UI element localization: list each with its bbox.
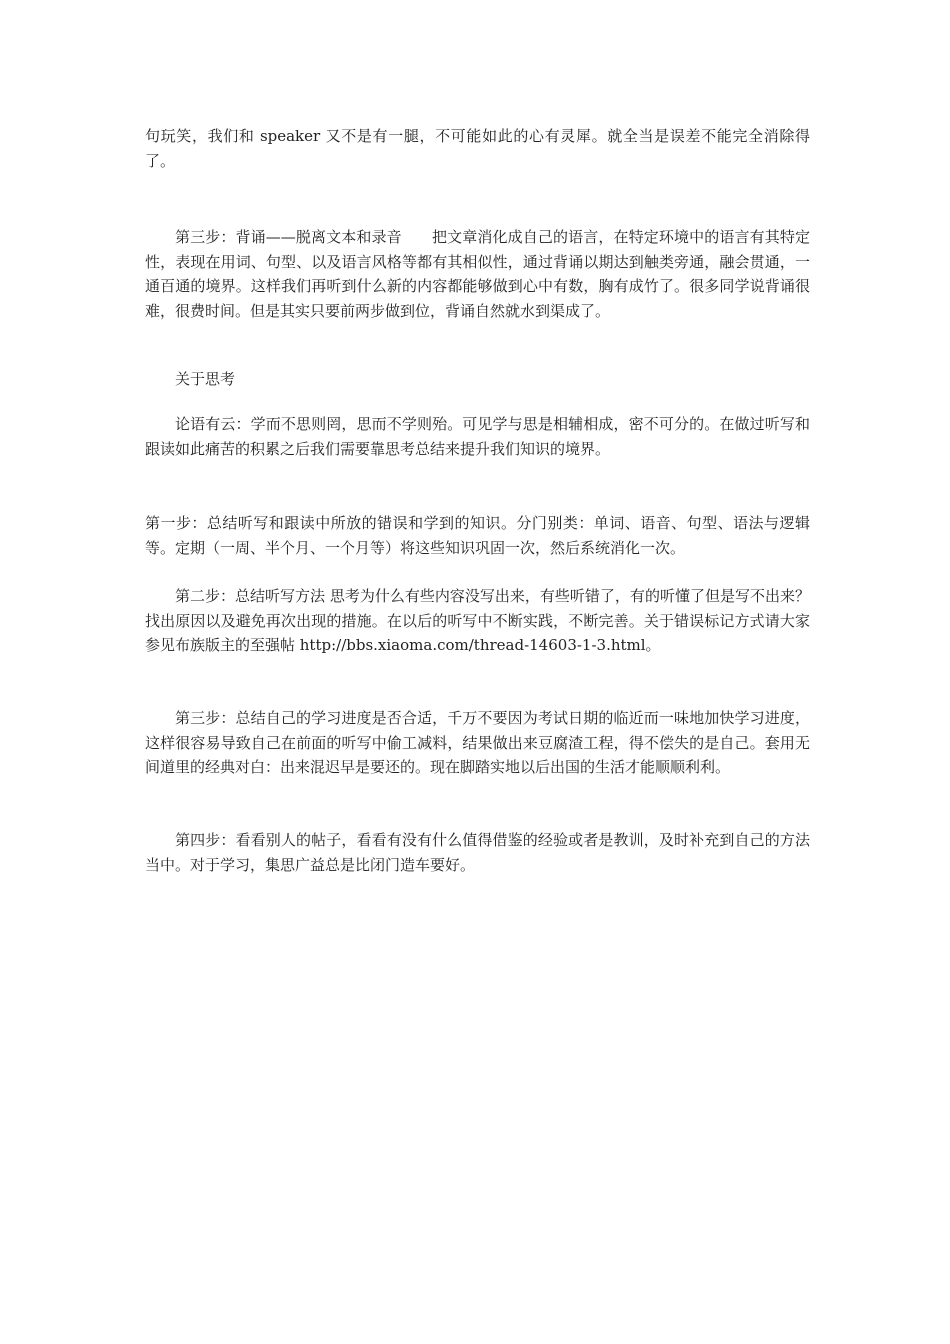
paragraph-step-one-summary: 第一步：总结听写和跟读中所放的错误和学到的知识。分门别类：单词、语音、句型、语法与逻辑等。定期（一周、半个月、一个月等）将这些知识巩固一次，然后系统消化一次。 bbox=[145, 514, 810, 557]
paragraph-step-two-method: 第二步：总结听写方法 思考为什么有些内容没写出来，有些听错了，有的听懂了但是写不出来？找出原因以及避免再次出现的措施。在以后的听写中不断实践，不断完善。关于错误标记方式请大家参见布族版主的至强帖 http://bbs.xiaoma.com/thread-14603-1-3.html。 bbox=[145, 587, 810, 654]
paragraph-step-three-progress: 第三步：总结自己的学习进度是否合适，千万不要因为考试日期的临近而一味地加快学习进度，这样很容易导致自己在前面的听写中偷工减料，结果做出来豆腐渣工程，得不偿失的是自己。套用无间道里的经典对白：出来混迟早是要还的。现在脚踏实地以后出国的生活才能顺顺利利。 bbox=[145, 709, 810, 776]
paragraph-step-three-recitation: 第三步：背诵——脱离文本和录音 把文章消化成自己的语言，在特定环境中的语言有其特定性，表现在用词、句型、以及语言风格等都有其相似性，通过背诵以期达到触类旁通，融会贯通，一通百通的境界。这样我们再听到什么新的内容都能够做到心中有数，胸有成竹了。很多同学说背诵很难，很费时间。但是其实只要前两步做到位，背诵自然就水到渠成了。 bbox=[145, 228, 810, 320]
paragraph-analects-intro: 论语有云：学而不思则罔，思而不学则殆。可见学与思是相辅相成，密不可分的。在做过听写和跟读如此痛苦的积累之后我们需要靠思考总结来提升我们知识的境界。 bbox=[145, 415, 810, 458]
paragraph-step-four-others: 第四步：看看别人的帖子，看看有没有什么值得借鉴的经验或者是教训，及时补充到自己的方法当中。对于学习，集思广益总是比闭门造车要好。 bbox=[145, 831, 810, 874]
paragraph-continuation: 句玩笑，我们和 speaker 又不是有一腿，不可能如此的心有灵犀。就全当是误差不能完全消除得了。 bbox=[145, 127, 810, 170]
section-heading-thinking: 关于思考 bbox=[175, 370, 236, 388]
